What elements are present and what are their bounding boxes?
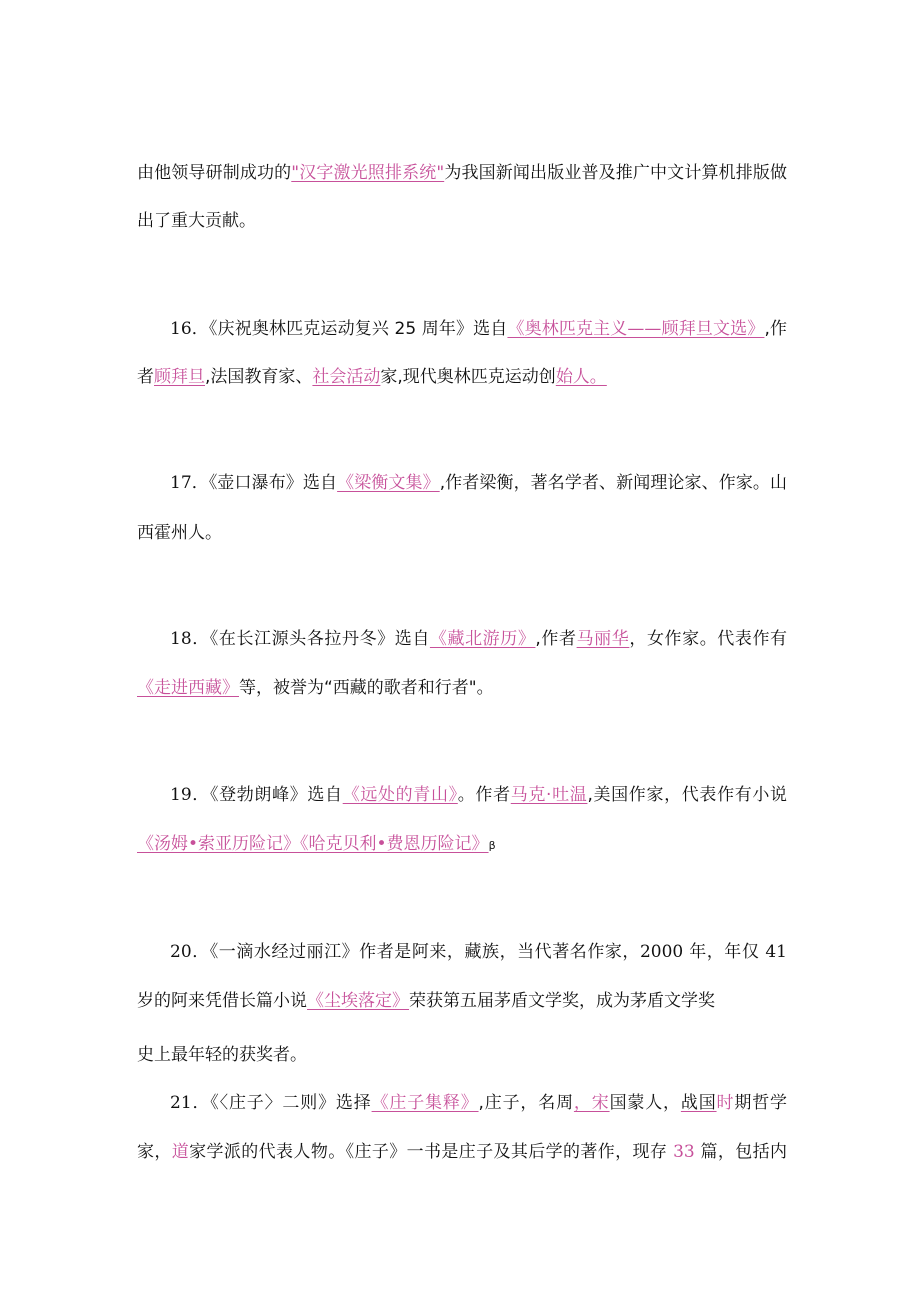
highlight-book-title: 《走进西藏》 [137, 678, 239, 698]
text: 家学派的代表人物。《庄子》一书是庄子及其后学的著作，现存 [189, 1142, 674, 1162]
highlight-system-name: "汉字激光照排系统" [291, 163, 445, 183]
text: 等，被誉为“西藏的歌者和行者"。 [239, 678, 494, 698]
text: 荣获第五届茅盾文学奖，成为茅盾文学奖 [409, 991, 715, 1011]
highlight-book-title: 《尘埃落定》 [307, 991, 409, 1011]
highlight-era: 时 [716, 1093, 735, 1113]
highlight-author: 顾拜旦 [154, 367, 205, 387]
text: β [488, 839, 496, 852]
text: 篇，包括内 [694, 1142, 787, 1162]
text: 由他领导研制成功的 [137, 163, 292, 183]
text: ，女作家。代表作有 [629, 629, 787, 649]
text: 者 [137, 367, 154, 387]
para-17-line-2 [137, 521, 787, 545]
para-16-line-1 [170, 317, 787, 341]
highlight-book-titles: 《汤姆•索亚历险记》《哈克贝利•费恩历险记》 [137, 834, 489, 854]
para-19-line-1 [170, 783, 787, 807]
item-number: 17 [170, 473, 192, 493]
text: 国蒙人， [609, 1093, 681, 1113]
item-number: 18 [170, 629, 192, 649]
text: 。作者 [457, 785, 511, 805]
para-18-line-1 [170, 627, 787, 651]
text: 家， [137, 1142, 172, 1162]
highlight-role: 社会活动 [312, 367, 381, 387]
para-16-line-2 [137, 365, 787, 389]
text: ,作 [764, 319, 787, 339]
text: ．《在长江源头各拉丹冬》选自 [191, 629, 430, 649]
text: 家,现代奥林匹克运动创 [380, 367, 556, 387]
para-15-line-2 [137, 209, 787, 233]
para-21-line-2 [137, 1140, 787, 1164]
year: 2000 [639, 942, 684, 962]
text: ．《〈庄子〉二则》选择 [191, 1093, 372, 1113]
chapter-count: 33 [673, 1142, 695, 1162]
item-number: 21 [170, 1093, 192, 1113]
highlight-book-title: 《藏北游历》 [429, 629, 536, 649]
item-number: 19 [170, 785, 192, 805]
para-18-line-2 [137, 676, 787, 700]
highlight-school: 道 [171, 1142, 190, 1162]
text: ,美国作家，代表作有小说 [587, 785, 787, 805]
text: 为我国新闻出版业普及推广中文计算机排版做 [444, 163, 787, 183]
highlight-era: 战国 [680, 1093, 717, 1113]
para-17-line-1 [170, 471, 787, 495]
highlight-author: 马丽华 [576, 629, 630, 649]
text: ,法国教育家、 [205, 367, 313, 387]
para-20-line-2 [137, 989, 787, 1013]
para-15-line-1 [137, 161, 787, 185]
text: ,庄子，名周 [478, 1093, 574, 1113]
highlight-book-title: 《梁衡文集》 [337, 473, 440, 493]
text: 年，年仅 [683, 942, 766, 962]
para-20-line-1 [170, 940, 787, 964]
highlight-book-title: 《奥林匹克主义——顾拜旦文选》 [507, 319, 765, 339]
text: 期哲学 [734, 1093, 787, 1113]
text: 史上最年轻的获奖者。 [137, 1045, 307, 1065]
item-number: 16 [170, 319, 192, 339]
text: 西霍州人。 [137, 523, 222, 543]
text: 岁的阿来凭借长篇小说 [137, 991, 307, 1011]
text: ．《登勃朗峰》选自 [191, 785, 343, 805]
para-19-line-2 [137, 832, 787, 858]
highlight-author: 马克·吐温 [510, 785, 588, 805]
para-21-line-1 [170, 1091, 787, 1115]
text: ．《壶口瀑布》选自 [191, 473, 338, 493]
highlight-state: ，宋 [573, 1093, 610, 1113]
highlight-role: 始人。 [555, 367, 607, 387]
highlight-book-title: 《庄子集释》 [371, 1093, 479, 1113]
item-number: 20 [170, 942, 192, 962]
text: ,作者 [535, 629, 577, 649]
highlight-book-title: 《远处的青山》 [342, 785, 458, 805]
text: 出了重大贡献。 [137, 211, 256, 231]
text: ,作者梁衡，著名学者、新闻理论家、作家。山 [439, 473, 787, 493]
text: ．《一滴水经过丽江》作者是阿来，藏族，当代著名作家， [191, 942, 640, 962]
para-20-line-3 [137, 1043, 787, 1067]
text: ．《庆祝奥林匹克运动复兴 25 周年》选自 [191, 319, 508, 339]
age: 41 [765, 942, 787, 962]
